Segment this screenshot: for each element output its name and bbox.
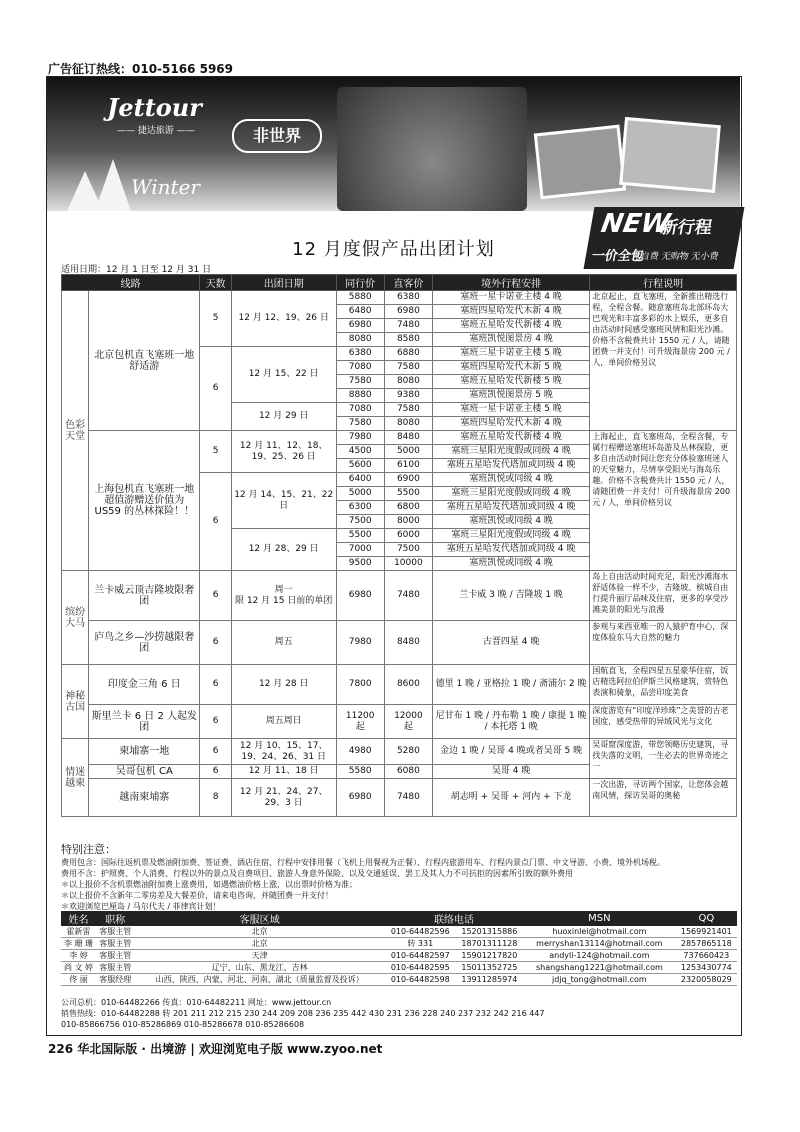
table-row: 12 月 29 日 7080 7580 塞班一星卡诺亚主楼 5 晚 (62, 403, 737, 417)
table-row: 7500 8000 塞班凯悦或同级 4 晚 (62, 515, 737, 529)
header-notes: 行程说明 (590, 275, 737, 291)
table-row: 情迷越柬 柬埔寨一地 6 12 月 10、15、17、19、24、26、31 日 4980 5280 金边 1 晚 / 吴哥 4 晚或者吴哥 5 晚 吴哥窟深度游，带您领略历史建筑，寻找失落的文明，一生必去的世界奇迹之一 (62, 739, 737, 765)
contact-row: 李 婷 客服主管 天津 010-64482597 15901217820 andyli-124@hotmail.com 737660423 (61, 950, 737, 962)
new-label: NEW (598, 209, 673, 239)
table-row: 5000 5500 塞班三星阳光度假或同级 4 晚 (62, 487, 737, 501)
table-row: 8880 9380 塞班凯悦图景房 5 晚 (62, 389, 737, 403)
route-note: 北京起止，直飞塞班，全新推出精选行程，全程含餐。随意塞班岛北部环岛大巴观光和丰富多彩的水上娱乐，更多自由活动时间感受塞班风情和阳光沙滩。价格不含税费共计 1550 元 / 人，请随团费一并支付！可升级海景房 200 元 / 人，单间价格另议 (590, 291, 737, 431)
contact-row: 佟 丽 客服经理 山西、陕西、内蒙、河北、河南、湖北（质量监督及投诉） 010-64482598 13911285974 jdjq_tong@hotmail.com 2320058029 (61, 974, 737, 986)
table-row: 吴哥包机 CA 6 12 月 11、18 日 5580 6080 吴哥 4 晚 (62, 765, 737, 779)
route-name: 上海包机直飞塞班一地超值游赠送价值为 US59 的丛林探险！！ (89, 431, 200, 571)
brand-logo: 非世界 (232, 119, 322, 153)
table-row: 7000 7500 塞班五星哈发代塔加或同级 4 晚 (62, 543, 737, 557)
table-row: 色彩天堂 北京包机直飞塞班一地舒适游 5 12 月 12、19、26 日 5880 6380 塞班一星卡诺亚主楼 4 晚 北京起止，直飞塞班，全新推出精选行程，全程含餐。随意塞班岛北部环岛大巴观光和丰富多彩的水上娱乐，更多自由活动时间感受塞班风情和阳光沙滩。价格不含税费共计 1550 元 / 人，请随团费一并支付！可升级海景房 200 元 / 人，单间价格另议 (62, 291, 737, 305)
table-row: 5600 6100 塞班五星哈发代塔加或同级 4 晚 (62, 459, 737, 473)
route-name: 北京包机直飞塞班一地舒适游 (89, 291, 200, 431)
table-row: 6980 7480 塞班五星哈发代新楼 4 晚 (62, 319, 737, 333)
pool-photo (337, 87, 527, 211)
category-label: 缤纷大马 (62, 571, 89, 665)
table-row: 庐鸟之乡—沙捞越限奢团 6 周五 7980 8480 古晋四星 4 晚 参观与来西亚唯一的人猿护育中心，深度体验东马大自然的魅力 (62, 621, 737, 665)
page-title: 12 月度假产品出团计划 (292, 239, 495, 260)
category-label: 色彩天堂 (62, 291, 89, 571)
contact-row: 霍新雷 客服主管 北京 010-64482596 15201315886 huoxinlei@hotmail.com 1569921401 (61, 926, 737, 938)
table-row: 斯里兰卡 6 日 2 人起发团 6 周五周日 11200 起 12000 起 尼甘布 1 晚 / 丹布勒 1 晚 / 康提 1 晚 / 本托塔 1 晚 深度游览有“印度洋珍珠”之美誉的古老国度，感受热带的异域风光与文化 (62, 705, 737, 739)
table-row: 7580 8080 塞班五星哈发代新楼 5 晚 (62, 375, 737, 389)
tree-icon (95, 159, 131, 211)
table-row: 4500 5000 塞班三星阳光度假或同级 4 晚 (62, 445, 737, 459)
contact-row: 尚 文 婷 客服主管 辽宁、山东、黑龙江、吉林 010-64482595 15011352725 shangshang1221@hotmail.com 1253430774 (61, 962, 737, 974)
header-line: 线路 (62, 275, 200, 291)
route-note: 上海起止，直飞塞班岛，全程含餐，专属行程赠送塞班环岛游及丛林探险，更多自由活动时间让您充分体验塞班迷人的天堂魅力，尽情享受阳光与海岛乐趣。价格不含税费共计 1550 元 / 人，请随团费一并支付！可升级海景房 200 元 / 人，单间价格另议 (590, 431, 737, 571)
header-days: 天数 (200, 275, 231, 291)
header-direct-price: 直客价 (384, 275, 432, 291)
table-row: 上海包机直飞塞班一地超值游赠送价值为 US59 的丛林探险！！ 5 12 月 11、12、18、19、25、26 日 7980 8480 塞班五星哈发代新楼 4 晚 上海起止，直飞塞班岛，全程含餐，专属行程赠送塞班环岛游及丛林探险，更多自由活动时间让您充分体验塞班迷人的天堂魅力，尽情享受阳光与海岛乐趣。价格不含税费共计 1550 元 / 人，请随团费一并支付！可升级海景房 200 元 / 人，单间价格另议 (62, 431, 737, 445)
table-row: 8080 8580 塞班凯悦图景房 4 晚 (62, 333, 737, 347)
winter-text: Winter (131, 175, 200, 199)
banner (47, 77, 740, 211)
category-label: 情迷越柬 (62, 739, 89, 817)
notes: 费用包含：国际往返机票及燃油附加费、签证费、酒店住宿、行程中安排用餐（飞机上用餐视为正餐）、行程内旅游用车、行程内景点门票、中文导游、小费、境外机场税。 费用不含：护照费、个人消费、行程以外的景点及自费项目、旅游人身意外保险、以及交通延误、罢工及其人力不可抗拒的因素所引致的额外费用 ＊以上报价不含机票燃油附加费上涨费用，如遇燃油价格上涨，以出票时价格为准； ＊以上报价不含新年二零房差及大餐差价，请来电咨询，并随团费一并支付！ ＊欢迎浏览巴厘岛 / 马尔代夫 / 菲律宾计划！ (61, 858, 665, 911)
all-inclusive-label: 一价全包 (590, 249, 646, 264)
category-label: 神秘古国 (62, 665, 89, 739)
notes-title: 特别注意： (61, 843, 116, 856)
header-itinerary: 境外行程安排 (433, 275, 590, 291)
table-row: 6300 6800 塞班五星哈发代塔加或同级 4 晚 (62, 501, 737, 515)
table-row: 6 12 月 15、22 日 6380 6880 塞班三星卡诺亚主楼 5 晚 (62, 347, 737, 361)
no-fee-label: 无自费 无购物 无小费 (630, 252, 720, 262)
page-frame (46, 76, 742, 1036)
schedule-table (61, 274, 737, 817)
table-row: 越南柬埔寨 8 12 月 21、24、27、29、3 日 6980 7480 胡志明 + 吴哥 + 河内 + 下龙 一次出游，寻访两个国家，让您体会越南风情，探访吴哥的奥秘 (62, 779, 737, 817)
ad-hotline: 广告征订热线：010-5166 5969 (48, 62, 234, 76)
header-dates: 出团日期 (231, 275, 336, 291)
island-photo (534, 125, 626, 200)
jettour-logo: Jettour (107, 93, 202, 122)
table-row: 7080 7580 塞班四星哈发代木新 5 晚 (62, 361, 737, 375)
page-footer: 226 华北国际版 · 出境游 | 欢迎浏览电子版 www.zyoo.net (48, 1042, 383, 1056)
contact-table: 姓名 职称 客服区域 联络电话 MSN QQ 霍新雷 客服主管 北京 010-64482596 15201315886 huoxinlei@hotmail.com 1569921401 李 珊 珊 客服主管 北京 转 331 18701311128 merryshan13114@hotmail.com 2857865118 李 婷 客服主管 天津 010-64482597 15901217820 andyli-124@hotmail.com 737660423 尚 文 婷 客服主管 辽宁、山东、黑龙江、吉林 010-64482595 15011352725 shangshang1221@hotmail.com 1253430774 佟 丽 客服经理 山西、陕西、内蒙、河北、河南、湖北（质量监督及投诉） 010-64482598 13911285974 jdjq_tong@hotmail.com 2320058029 (61, 911, 737, 986)
table-row: 6480 6980 塞班四星哈发代木新 4 晚 (62, 305, 737, 319)
contact-row: 李 珊 珊 客服主管 北京 转 331 18701311128 merryshan13114@hotmail.com 2857865118 (61, 938, 737, 950)
table-row: 9500 10000 塞班凯悦或同级 4 晚 (62, 557, 737, 571)
table-row: 7580 8080 塞班四星哈发代木新 4 晚 (62, 417, 737, 431)
table-row: 12 月 28、29 日 5500 6000 塞班三星阳光度假或同级 4 晚 (62, 529, 737, 543)
logo-subtitle: —— 捷达旅游 —— (117, 126, 195, 136)
header-trade-price: 同行价 (336, 275, 384, 291)
date-range: 适用日期：12 月 1 日至 12 月 31 日 (61, 265, 212, 275)
new-route-label: 新行程 (659, 218, 714, 238)
table-row: 缤纷大马 兰卡威云顶吉隆坡限奢团 6 周一 限 12 月 15 日前的单团 6980 7480 兰卡威 3 晚 / 吉隆坡 1 晚 岛上自由活动时间充足，阳光沙滩海水舒适体验一样不少，吉隆坡、槟城自由行提升丽厅品味及住宿，更多的享受沙滩美景的阳光与浪漫 (62, 571, 737, 621)
table-row: 神秘古国 印度金三角 6 日 6 12 月 28 日 7800 8600 德里 1 晚 / 亚格拉 1 晚 / 斋浦尔 2 晚 国航直飞，全程四星五星豪华住宿，饭店精选阿拉伯伊斯兰风格建筑，赏特色表演和骑象，品尝印度美食 (62, 665, 737, 705)
new-badge (584, 207, 745, 269)
company-info: 公司总机：010-64482266 传真：010-64482211 网址：www.jettour.cn 销售热线：010-64482288 转 201 211 212 215 230 244 209 208 236 235 442 430 231 236 228 240 237 232 242 216 447 010-85866756 010-85286869 010-85286678 010-85286608 (61, 998, 545, 1029)
table-row: 6 12 月 14、15、21、22 日 6400 6900 塞班凯悦或同级 4 晚 (62, 473, 737, 487)
island-aerial-photo (619, 117, 721, 193)
